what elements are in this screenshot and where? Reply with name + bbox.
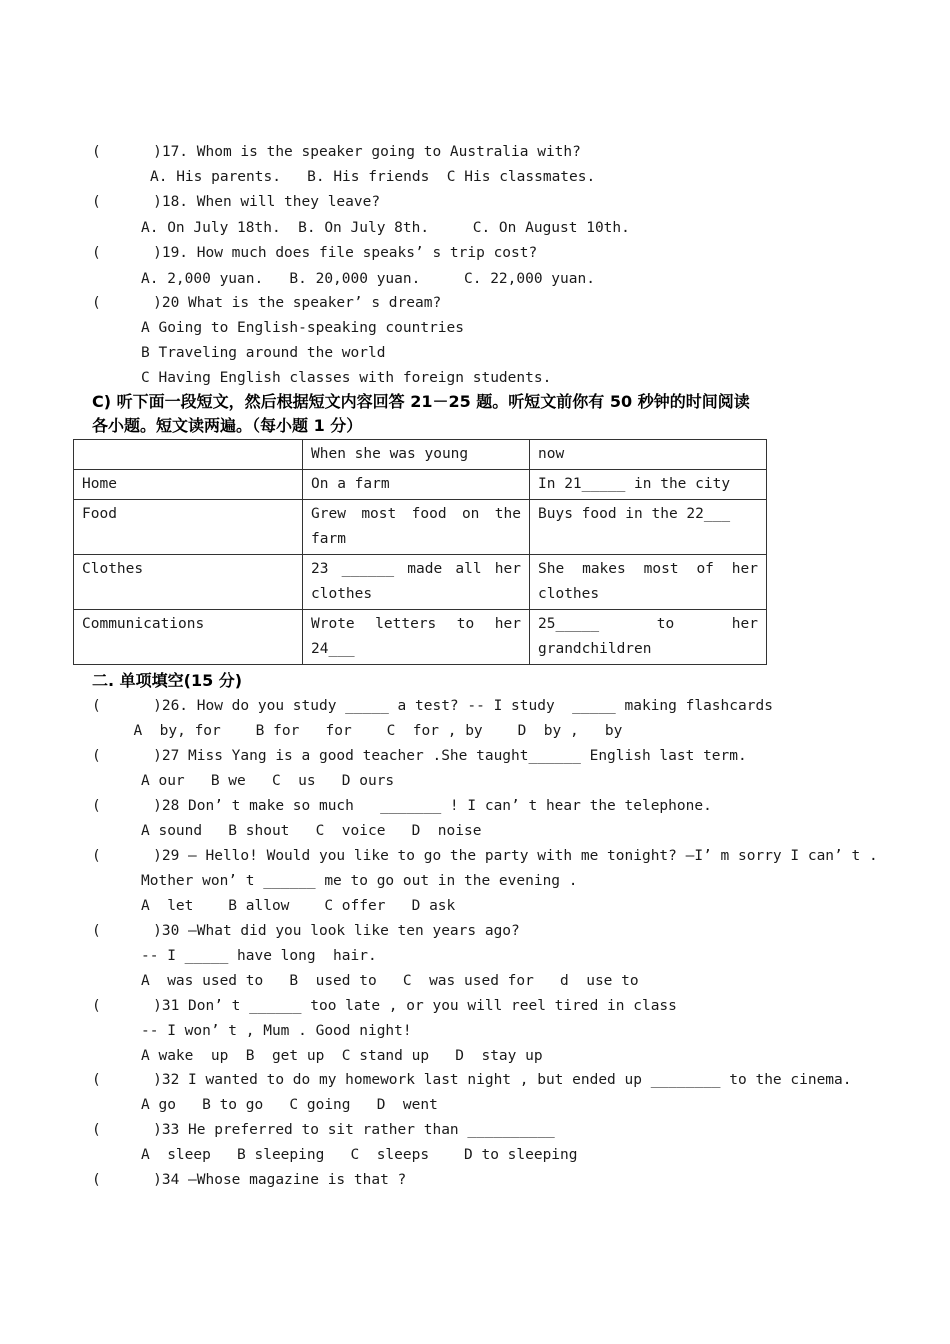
question-33: ( )33 He preferred to sit rather than __________ xyxy=(92,1122,555,1138)
table-cell: Wrote letters to her 24___ xyxy=(303,610,530,665)
question-19: ( )19. How much does file speaks’ s trip cost? xyxy=(92,245,538,261)
question-26: ( )26. How do you study _____ a test? -- I study _____ making flashcards xyxy=(92,698,773,714)
question-18-options: A. On July 18th. B. On July 8th. C. On August 10th. xyxy=(141,220,630,236)
question-27: ( )27 Miss Yang is a good teacher .She taught______ English last term. xyxy=(92,748,747,764)
question-30-options: A was used to B used to C was used for d use to xyxy=(141,973,639,989)
question-31-options: A wake up B get up C stand up D stay up xyxy=(141,1048,543,1064)
question-17-options: A. His parents. B. His friends C His classmates. xyxy=(150,169,596,185)
question-34: ( )34 –Whose magazine is that ? xyxy=(92,1172,407,1188)
table-cell: 23 ______ made all her clothes xyxy=(303,555,530,610)
table-row xyxy=(74,470,767,500)
table-cell: Buys food in the 22___ xyxy=(530,500,767,555)
question-20-option-c: C Having English classes with foreign students. xyxy=(141,370,552,386)
table-row xyxy=(74,555,767,610)
question-20-option-a: A Going to English-speaking countries xyxy=(141,320,465,336)
table-header-cell: When she was young xyxy=(303,440,530,470)
question-30: ( )30 –What did you look like ten years ago? xyxy=(92,923,520,939)
question-31: ( )31 Don’ t ______ too late , or you will reel tired in class xyxy=(92,998,677,1014)
question-29-options: A let B allow C offer D ask xyxy=(141,898,456,914)
question-31-continued: -- I won’ t , Mum . Good night! xyxy=(141,1023,412,1039)
table-cell: Food xyxy=(74,500,303,555)
table-row xyxy=(74,500,767,555)
table-cell: Clothes xyxy=(74,555,303,610)
table-cell: Grew most food on the farm xyxy=(303,500,530,555)
table-header-cell: now xyxy=(530,440,767,470)
question-20-option-b: B Traveling around the world xyxy=(141,345,386,361)
question-27-options: A our B we C us D ours xyxy=(141,773,395,789)
table-cell: She makes most of her clothes xyxy=(530,555,767,610)
question-28: ( )28 Don’ t make so much _______ ! I can’ t hear the telephone. xyxy=(92,798,712,814)
table-cell: In 21_____ in the city xyxy=(530,470,767,500)
table-cell: Home xyxy=(74,470,303,500)
question-32-options: A go B to go C going D went xyxy=(141,1097,438,1113)
section-2-heading: 二. 单项填空(15 分) xyxy=(92,671,243,690)
table-row xyxy=(74,610,767,665)
listening-table xyxy=(73,439,767,665)
question-20: ( )20 What is the speaker’ s dream? xyxy=(92,295,442,311)
table-header-cell xyxy=(74,440,303,470)
section-c-heading-line2: 各小题。短文读两遍。（每小题 1 分） xyxy=(92,416,363,435)
table-cell: On a farm xyxy=(303,470,530,500)
question-26-options: A by, for B for for C for , by D by , by xyxy=(116,723,623,739)
section-c-heading-line1: C) 听下面一段短文，然后根据短文内容回答 21－25 题。听短文前你有 50 秒钟的时间阅读 xyxy=(92,392,750,411)
question-28-options: A sound B shout C voice D noise xyxy=(141,823,482,839)
question-17: ( )17. Whom is the speaker going to Australia with? xyxy=(92,144,581,160)
question-30-continued: -- I _____ have long hair. xyxy=(141,948,377,964)
table-cell: Communications xyxy=(74,610,303,665)
question-32: ( )32 I wanted to do my homework last night , but ended up ________ to the cinema. xyxy=(92,1072,852,1088)
question-29-continued: Mother won’ t ______ me to go out in the evening . xyxy=(141,873,578,889)
question-33-options: A sleep B sleeping C sleeps D to sleeping xyxy=(141,1147,578,1163)
question-29: ( )29 – Hello! Would you like to go the party with me tonight? –I’ m sorry I can’ t . xyxy=(92,848,878,864)
table-cell: 25_____ to her grandchildren xyxy=(530,610,767,665)
question-18: ( )18. When will they leave? xyxy=(92,194,381,210)
question-19-options: A. 2,000 yuan. B. 20,000 yuan. C. 22,000 yuan. xyxy=(141,271,595,287)
table-header-row xyxy=(74,440,767,470)
